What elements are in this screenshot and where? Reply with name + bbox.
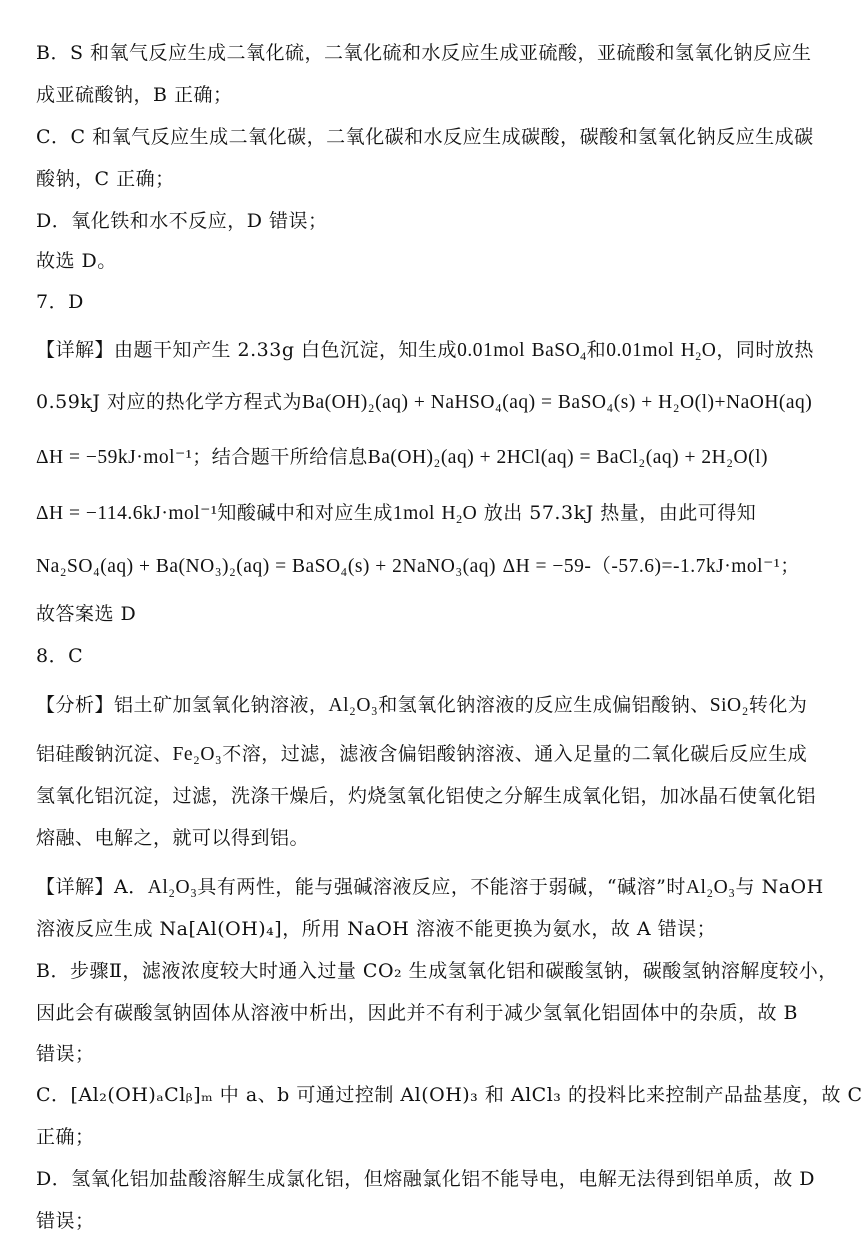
question-7-dh-line: [36, 500, 776, 527]
formula-h2o: $H_2O$: [441, 503, 478, 526]
text-line: C．C 和氧气反应生成二氧化碳，二氧化碳和水反应生成碳酸，碳酸和氢氧化钠反应生成碳: [36, 126, 814, 148]
question-7-explanation-line: [36, 337, 814, 364]
formula-fe2o3: Fe₂O₃: [172, 744, 223, 765]
text-line: 故选 D。: [36, 250, 117, 272]
text-line: 熔融、电解之，就可以得到铝。: [36, 827, 310, 849]
text-span: 1mol: [392, 503, 435, 524]
question-7-answer: 7．D: [36, 291, 84, 313]
text-line: D．氧化铁和水不反应，D 错误；: [36, 210, 328, 232]
formula-sio2: SiO₂: [709, 695, 749, 716]
delta-h-2: ΔH = −114.6kJ·mol⁻¹: [36, 503, 218, 524]
text-line: B．S 和氧气反应生成二氧化硫，二氧化硫和水反应生成亚硫酸，亚硫酸和氢氧化钠反应生: [36, 42, 812, 64]
formula-baso4: BaSO$_4$: [531, 340, 587, 363]
text-line: D．氢氧化铝加盐酸溶解生成氯化铝，但熔融氯化铝不能导电，电解无法得到铝单质，故 D: [36, 1168, 816, 1190]
delta-h-1: ΔH = −59kJ·mol⁻¹: [36, 447, 193, 468]
equation-2: Ba(OH)₂(aq) + 2HCl(aq) = BaCl₂(aq) + 2H₂O(l): [367, 447, 768, 468]
text-line: 正确；: [36, 1126, 95, 1148]
question-8-detail-line: [36, 874, 824, 901]
formula-al2o3: Al₂O₃: [328, 695, 379, 716]
text-span: 和氢氧化钠溶液的反应生成偏铝酸钠、: [378, 694, 710, 716]
text-line: C．[Al₂(OH)ₐClᵦ]ₘ 中 a、b 可通过控制 Al(OH)₃ 和 AlCl₃ 的投料比来控制产品盐基度，故 C: [36, 1084, 863, 1106]
text-span: 0.01mol: [606, 340, 675, 361]
text-line: 氢氧化铝沉淀，过滤，洗涤干燥后，灼烧氢氧化铝使之分解生成氧化铝，加冰晶石使氧化铝: [36, 785, 817, 807]
text-line: 错误；: [36, 1210, 95, 1232]
question-8-answer: 8．C: [36, 645, 84, 667]
text-line: 溶液反应生成 Na[Al(OH)₄]，所用 NaOH 溶液不能更换为氨水，故 A 错误；: [36, 918, 717, 940]
delta-h-3: ΔH = −59-（-57.6)=-1.7kJ·mol⁻¹: [502, 556, 781, 577]
text-span: 【详解】A．: [36, 876, 148, 898]
text-line: 酸钠，C 正确；: [36, 168, 175, 190]
formula-al2o3: Al₂O₃: [147, 877, 198, 898]
text-span: 【详解】由题干知产生 2.33g 白色沉淀，知生成: [36, 339, 458, 361]
text-span: 具有两性，能与强碱溶液反应，不能溶于弱碱，“碱溶”时: [197, 876, 686, 898]
text-span: 放出 57.3kJ 热量，由此可得知: [483, 502, 757, 524]
question-7-equation-line: [36, 389, 813, 416]
text-span: 【分析】铝土矿加氢氧化钠溶液，: [36, 694, 329, 716]
text-span: 转化为: [748, 694, 808, 716]
text-line: 成亚硫酸钠，B 正确；: [36, 84, 233, 106]
question-7-final-equation: [36, 553, 800, 580]
text-span: 和: [586, 339, 607, 361]
text-span: 与 NaOH: [735, 876, 824, 898]
text-span: ，同时放热: [716, 339, 814, 361]
question-8-analysis-line: [36, 692, 808, 719]
text-span: 铝硅酸钠沉淀、: [36, 743, 173, 765]
question-7-dh-line: [36, 444, 776, 471]
text-line: B．步骤Ⅱ，滤液浓度较大时通入过量 CO₂ 生成氢氧化铝和碳酸氢钠，碳酸氢钠溶解度较小，: [36, 960, 838, 982]
text-span: ；: [780, 555, 800, 577]
text-line: 故答案选 D: [36, 603, 137, 625]
text-span: ；结合题干所给信息: [192, 446, 368, 468]
text-span: 知酸碱中和对应生成: [217, 502, 393, 524]
formula-al2o3: Al₂O₃: [685, 877, 736, 898]
text-span: 0.59kJ 对应的热化学方程式为: [36, 391, 302, 413]
equation-1: Ba(OH)₂(aq) + NaHSO₄(aq) = BaSO₄(s) + H₂O(l)+NaOH(aq): [301, 392, 813, 413]
text-span: 不溶，过滤，滤液含偏铝酸钠溶液、通入足量的二氧化碳后反应生成: [222, 743, 808, 765]
text-line: 错误；: [36, 1043, 95, 1065]
text-span: 0.01mol: [457, 340, 526, 361]
question-8-analysis-line: [36, 741, 808, 768]
formula-h2o: $H_2O$: [680, 340, 717, 363]
equation-3: Na₂SO₄(aq) + Ba(NO₃)₂(aq) = BaSO₄(s) + 2NaNO₃(aq): [36, 556, 497, 577]
text-line: 因此会有碳酸氢钠固体从溶液中析出，因此并不有利于减少氢氧化铝固体中的杂质，故 B: [36, 1002, 799, 1024]
